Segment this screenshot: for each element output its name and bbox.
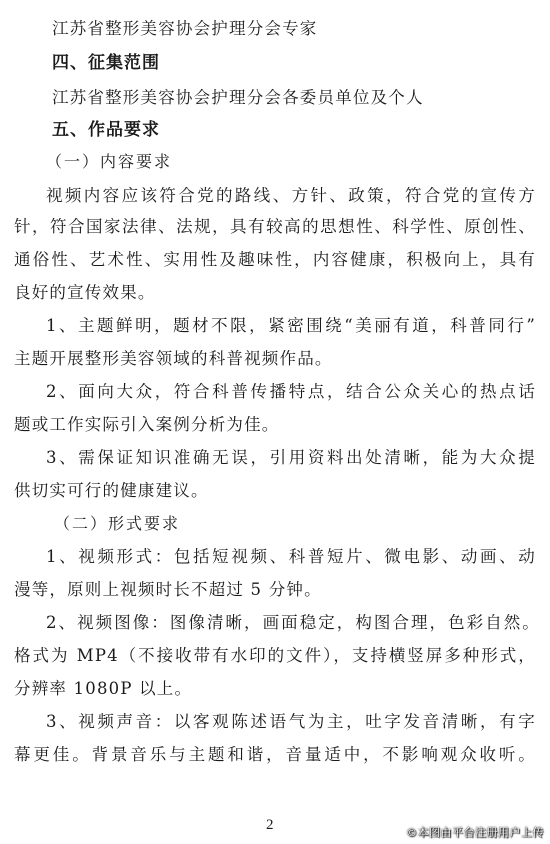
paragraph-line: 幕更佳。背景音乐与主题和谐，音量适中，不影响观众收听。	[14, 745, 536, 764]
paragraph-line: 2、面向大众，符合科普传播特点，结合公众关心的热点话	[46, 382, 536, 401]
paragraph-line: 主题开展整形美容领域的科普视频作品。	[14, 349, 333, 368]
paragraph-line: 格式为 MP4（不接收带有水印的文件），支持横竖屏多种形式，	[14, 646, 536, 665]
paragraph-line: 良好的宣传效果。	[14, 283, 156, 302]
paragraph-line: 1、主题鲜明，题材不限，紧密围绕“美丽有道，科普同行”	[46, 316, 536, 335]
subsection-heading-content: （一）内容要求	[46, 152, 173, 171]
paragraph-line: 视频内容应该符合党的路线、方针、政策，符合党的宣传方	[46, 186, 536, 205]
paragraph-line: 江苏省整形美容协会护理分会专家	[52, 19, 318, 38]
paragraph-line: 分辨率 1080P 以上。	[14, 679, 193, 698]
paragraph-line: 通俗性、艺术性、实用性及趣味性，内容健康，积极向上，具有	[14, 250, 536, 269]
paragraph-line: 3、视频声音：以客观陈述语气为主，吐字发音清晰，有字	[46, 712, 536, 731]
paragraph-line: 题或工作实际引入案例分析为佳。	[14, 415, 280, 434]
paragraph-line: 针，符合国家法律、法规，具有较高的思想性、科学性、原创性、	[14, 217, 536, 236]
paragraph-line: 1、视频形式：包括短视频、科普短片、微电影、动画、动	[46, 547, 536, 566]
paragraph-line: 漫等，原则上视频时长不超过 5 分钟。	[14, 580, 322, 599]
section-heading-scope: 四、征集范围	[52, 53, 160, 73]
paragraph-line: 2、视频图像：图像清晰，画面稳定，构图合理，色彩自然。	[46, 613, 540, 632]
paragraph-line: 3、需保证知识准确无误，引用资料出处清晰，能为大众提	[46, 448, 536, 467]
upload-watermark: ©本图由平台注册用户上传	[406, 826, 544, 839]
section-heading-requirements: 五、作品要求	[52, 120, 160, 140]
paragraph-line: 江苏省整形美容协会护理分会各委员单位及个人	[52, 88, 424, 107]
paragraph-line: 供切实可行的健康建议。	[14, 481, 209, 500]
page-number: 2	[266, 817, 274, 833]
subsection-heading-format: （二）形式要求	[54, 514, 181, 533]
